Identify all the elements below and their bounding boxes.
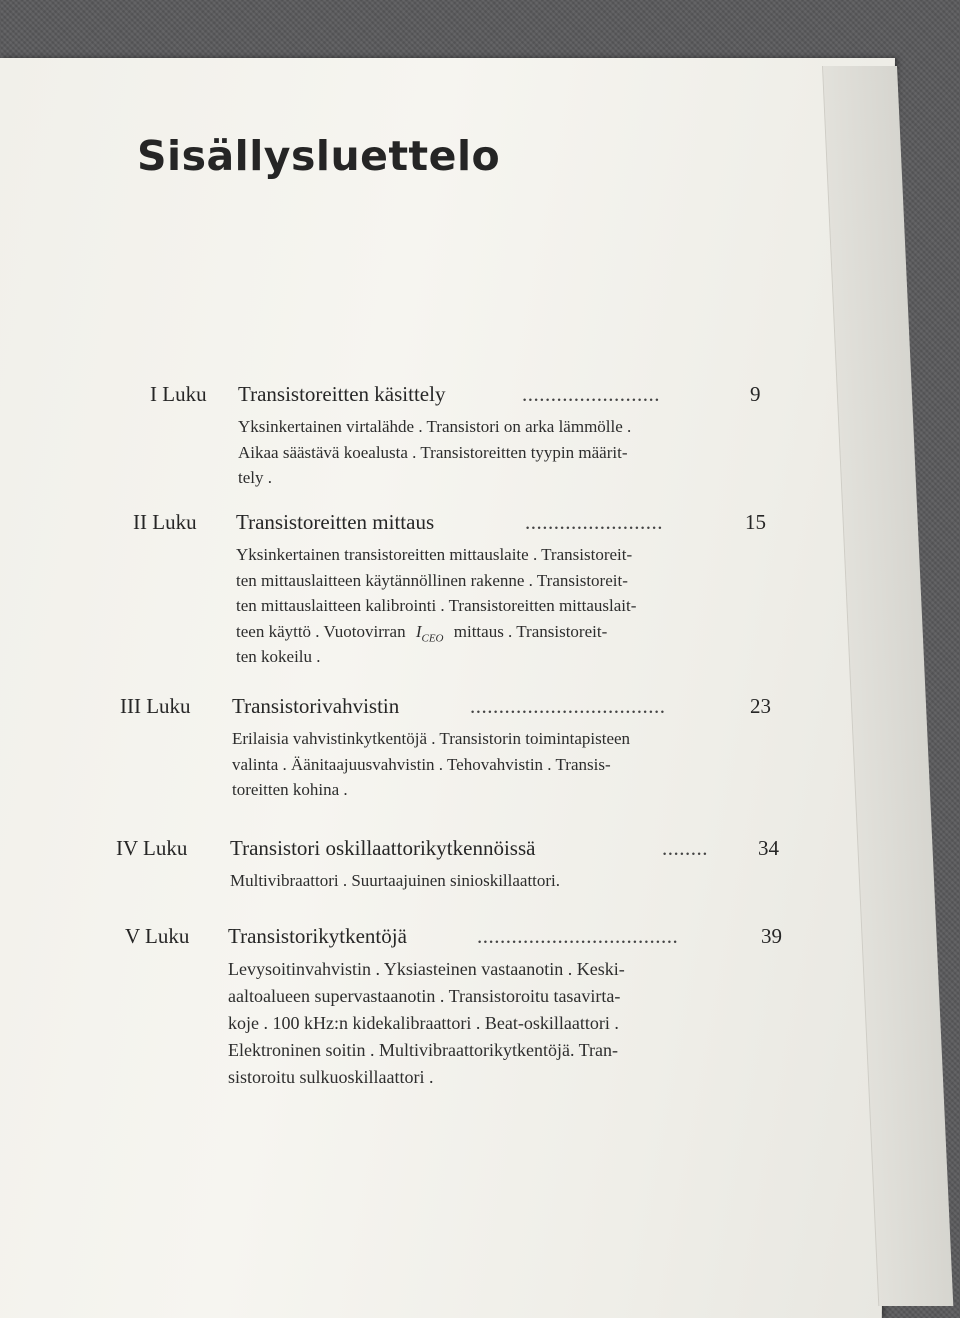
chapter-title: Transistori oskillaattorikytkennöissä (230, 836, 536, 860)
toc-entry-header (120, 694, 780, 726)
description-line: tely . (238, 468, 272, 487)
leader-dots: ........ (662, 836, 708, 860)
toc-entry-4 (116, 836, 786, 894)
page-number: 23 (750, 694, 771, 718)
description-text: mittaus . Transistoreit- (453, 621, 608, 641)
toc-entry-3 (120, 694, 780, 803)
toc-entry-header (116, 836, 786, 868)
description-line: ten mittauslaitteen kalibrointi . Transistoreitten mittauslait- (236, 596, 637, 615)
page-title: Sisällysluettelo (137, 132, 501, 180)
book-page (0, 58, 895, 1318)
description-line: Elektroninen soitin . Multivibraattorikytkentöjä. Tran- (228, 1040, 618, 1060)
page-number: 9 (750, 382, 761, 406)
page-number: 15 (745, 510, 766, 534)
toc-entry-header (150, 382, 770, 414)
chapter-description (236, 542, 773, 670)
description-line-with-symbol (236, 619, 773, 645)
description-line: Aikaa säästävä koealusta . Transistoreitten tyypin määrit- (238, 442, 628, 462)
description-line: Multivibraattori . Suurtaajuinen sinioskillaattori. (230, 871, 561, 890)
current-symbol: I (415, 621, 422, 641)
chapter-number: V Luku (125, 924, 190, 948)
description-text: teen käyttö . Vuotovirran (236, 621, 406, 641)
description-line: Yksinkertainen virtalähde . Transistori on arka lämmölle . (238, 417, 632, 436)
chapter-description (228, 956, 795, 1091)
description-line: ten kokeilu . (236, 647, 321, 666)
toc-entry-5 (125, 924, 795, 1091)
chapter-number: IV Luku (116, 836, 188, 860)
description-line: Yksinkertainen transistoreitten mittauslaite . Transistoreit- (236, 545, 633, 564)
page-number: 39 (761, 924, 782, 948)
leader-dots: ........................ (525, 510, 663, 534)
chapter-description (232, 726, 780, 803)
chapter-title: Transistorikytkentöjä (228, 924, 407, 948)
toc-entry-header (125, 924, 795, 956)
chapter-number: III Luku (120, 694, 191, 718)
description-line: valinta . Äänitaajuusvahvistin . Tehovahvistin . Transis- (232, 754, 611, 774)
toc-entry-header (133, 510, 773, 542)
chapter-title: Transistoreitten käsittely (238, 382, 446, 406)
description-line: aaltoalueen supervastaanotin . Transistoroitu tasavirta- (228, 986, 621, 1006)
description-line: koje . 100 kHz:n kidekalibraattori . Beat-oskillaattori . (228, 1013, 619, 1033)
description-line: toreitten kohina . (232, 780, 348, 799)
chapter-title: Transistorivahvistin (232, 694, 400, 718)
page-number: 34 (758, 836, 779, 860)
toc-entry-2 (133, 510, 773, 670)
chapter-number: II Luku (133, 510, 197, 534)
chapter-number: I Luku (150, 382, 207, 406)
leader-dots: ................................... (477, 924, 679, 948)
description-line: Erilaisia vahvistinkytkentöjä . Transistorin toimintapisteen (232, 729, 631, 748)
current-subscript: CEO (421, 631, 444, 644)
chapter-description (238, 414, 770, 491)
description-line: ten mittauslaitteen käytännöllinen rakenne . Transistoreit- (236, 570, 628, 590)
description-line: Levysoitinvahvistin . Yksiasteinen vastaanotin . Keski- (228, 959, 625, 979)
leader-dots: .................................. (470, 694, 666, 718)
toc-entry-1 (150, 382, 770, 491)
chapter-title: Transistoreitten mittaus (236, 510, 435, 534)
description-line: sistoroitu sulkuoskillaattori . (228, 1067, 434, 1087)
chapter-description (230, 868, 786, 894)
leader-dots: ........................ (522, 382, 660, 406)
